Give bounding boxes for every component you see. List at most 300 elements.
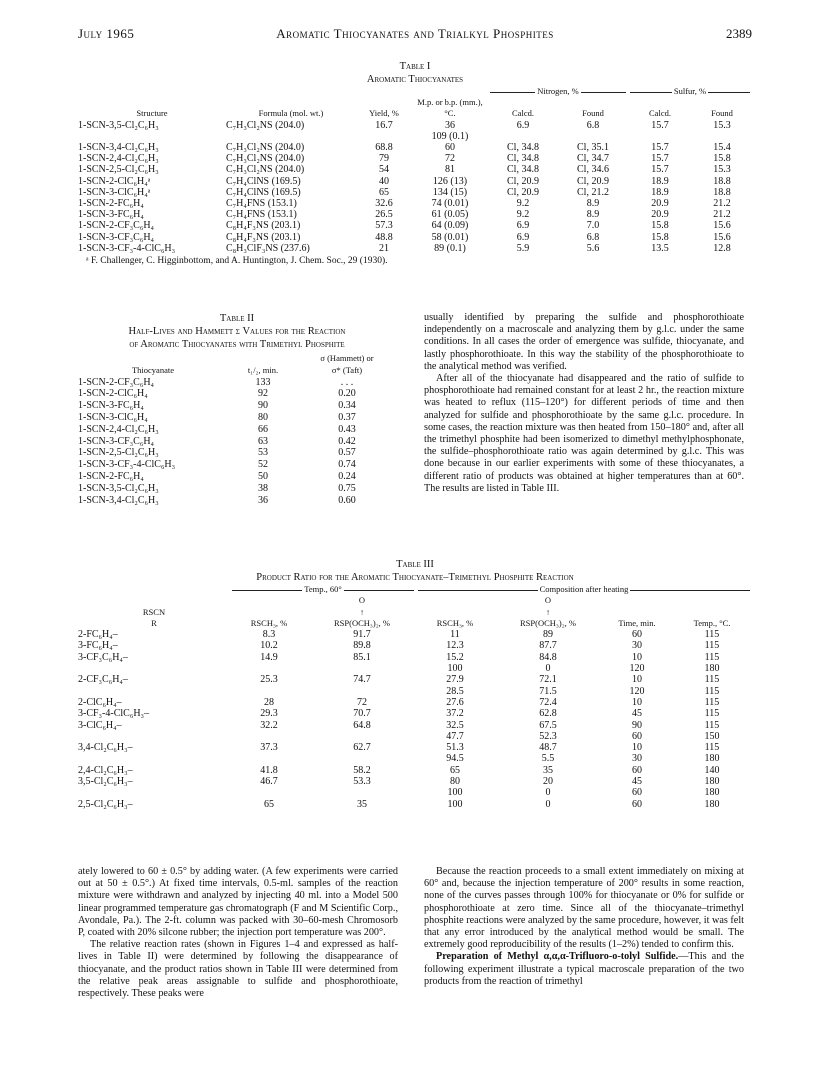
table-cell: Cl, 20.9: [507, 186, 539, 198]
table-1-header-n-calcd: Calcd.: [512, 108, 534, 119]
table-cell: 21.2: [713, 209, 731, 221]
table-row: [78, 412, 396, 424]
table-cell: 0.34: [338, 400, 356, 412]
table-cell: 115: [704, 719, 720, 731]
table-cell: 10: [632, 696, 642, 708]
table-cell: 15.8: [651, 220, 669, 232]
table-row: [78, 198, 752, 209]
table-cell: 120: [629, 685, 645, 697]
table-cell: 61 (0.05): [431, 209, 469, 221]
table-cell: 10: [632, 651, 642, 663]
table-row: [78, 640, 752, 651]
table-cell: 1-SCN-3-FC₆H₄: [78, 400, 144, 412]
text-column-right-bottom: [424, 866, 744, 988]
running-head: [78, 26, 752, 46]
experimental-heading: Preparation of Methyl α,α,α-Trifluoro-o-tolyl Sulfide.: [436, 951, 679, 963]
table-cell: 6.8: [586, 119, 600, 131]
table-cell: 180: [704, 663, 720, 675]
table-row: [78, 753, 752, 764]
table-3-header-rsch3-after: RSCH₃, %: [436, 617, 474, 628]
table-cell: [78, 131, 226, 142]
table-1-header-formula: Formula (mol. wt.): [258, 108, 324, 119]
table-cell: 21: [379, 242, 389, 254]
table-cell: 62.8: [539, 708, 557, 720]
table-cell: 15.6: [713, 220, 731, 232]
table-cell: 15.7: [651, 164, 669, 176]
table-cell: 1-SCN-3-CF₃-4-ClC₆H₃: [78, 459, 176, 471]
table-cell: [692, 131, 752, 142]
table-3: [78, 558, 752, 810]
table-cell: 1-SCN-2-ClC₆H₄: [78, 388, 148, 400]
paragraph-text: —This and the following experiment illustrate a typical macroscale preparation of the two products from the reaction of trimethyl: [424, 951, 744, 987]
table-cell: 68.8: [375, 142, 393, 154]
table-cell: 89 (0.1): [434, 242, 466, 254]
table-cell: 15.7: [651, 119, 669, 131]
table-row: [78, 388, 396, 400]
table-cell: 60: [445, 142, 455, 154]
table-cell: [558, 131, 628, 142]
table-cell: 15.4: [713, 142, 731, 154]
table-cell: . . .: [340, 376, 354, 388]
paragraph: ately lowered to 60 ± 0.5° by adding water. (A few experiments were carried out at 50 ± 0.5°.) At fixed time intervals, 0.5-ml. samples of the reaction mixture were withdrawn and analyzed by injecting 40 ml. into a Model 500 linear programmed temperature gas chromatograph (F and M Scientific Corp., Avondale, Pa.). The 2-ft. column was packed with 30–60-mesh Chromosorb P, coated with 20% silcone rubber; the injection port temperature was 200°.: [78, 866, 398, 939]
table-row: [78, 142, 752, 153]
table-cell: 57.3: [375, 220, 393, 232]
table-cell: 115: [704, 651, 720, 663]
table-cell: 12.3: [446, 640, 464, 652]
table-cell: 53.3: [353, 776, 371, 788]
table-cell: 27.6: [446, 696, 464, 708]
table-cell: 1-SCN-2,4-Cl₂C₆H₃: [78, 153, 159, 165]
table-cell: 1-SCN-2,4-Cl₂C₆H₃: [78, 423, 159, 435]
table-row: [78, 220, 752, 231]
table-cell: Cl, 34.7: [577, 153, 609, 165]
table-3-arrow-mark: ↑: [359, 606, 365, 617]
table-1-title: Aromatic Thiocyanates: [366, 74, 464, 85]
table-cell: 20.9: [651, 198, 669, 210]
table-cell: 1-SCN-2-FC₆H₄: [78, 198, 144, 210]
table-cell: 100: [447, 787, 463, 799]
table-cell: C₈H₃ClF₃NS (237.6): [226, 242, 310, 254]
table-cell: Cl, 21.2: [577, 186, 609, 198]
table-cell: 115: [704, 629, 720, 641]
table-cell: 1-SCN-3,5-Cl₂C₆H₃: [78, 119, 159, 131]
page-number: 2389: [726, 26, 752, 41]
table-cell: 3-CF₃C₆H₄–: [78, 651, 128, 663]
table-cell: 48.7: [539, 742, 557, 754]
table-cell: 2-ClC₆H₄–: [78, 696, 122, 708]
table-cell: 5.6: [586, 242, 600, 254]
table-cell: [230, 663, 308, 674]
table-cell: 0.60: [338, 494, 356, 506]
table-cell: 0: [545, 798, 551, 810]
table-cell: 89: [543, 629, 553, 641]
table-cell: 115: [704, 742, 720, 754]
table-cell: 26.5: [375, 209, 393, 221]
table-cell: 45: [632, 708, 642, 720]
table-cell: 3-FC₆H₄–: [78, 640, 118, 652]
paragraph: After all of the thiocyanate had disappeared and the ratio of sulfide to phosphorothioate had remained constant for at least 2 hr., the reaction mixture was heated to reflux (115–120°) for different periods of time and then analyzed for sulfide and phosphorothioate by the same g.l.c. procedure. In some cases, the reaction mixture was then heated from 150–180° and, after all the trimethyl phosphite had been isomerized to dimethyl methylphosphonate, the sulfide–phosphorothioate ratio was again determined by g.l.c. This was done because in our earlier experiments with some of these thiocyanates, a different ratio of products was obtained at higher temperatures than at 60°. The results are listed in Table III.: [424, 373, 744, 494]
table-cell: 0.75: [338, 482, 356, 494]
table-cell: 8.3: [262, 629, 276, 641]
table-cell: 60: [632, 764, 642, 776]
table-row: [78, 176, 752, 187]
table-cell: 133: [255, 376, 271, 388]
table-cell: 72: [445, 153, 455, 165]
table-3-arrow-mark: ↑: [545, 606, 551, 617]
table-cell: 58 (0.01): [431, 231, 469, 243]
table-cell: C₇H₃Cl₂NS (204.0): [226, 164, 305, 176]
table-cell: 2,5-Cl₂C₆H₃–: [78, 798, 133, 810]
table-cell: 63: [258, 435, 268, 447]
table-cell: C₈H₄F₃NS (203.1): [226, 220, 301, 232]
table-cell: 79: [379, 153, 389, 165]
table-cell: 66: [258, 423, 268, 435]
table-1-header-s-found: Found: [711, 108, 733, 119]
table-cell: 60: [632, 629, 642, 641]
table-cell: [356, 131, 412, 142]
table-cell: 60: [632, 798, 642, 810]
table-cell: 115: [704, 685, 720, 697]
table-cell: 29.3: [260, 708, 278, 720]
table-cell: 140: [704, 764, 720, 776]
table-cell: 15.7: [651, 153, 669, 165]
table-cell: [230, 686, 308, 697]
table-1-header-n-found: Found: [582, 108, 604, 119]
table-row: [78, 377, 396, 389]
running-head-date: July 1965: [78, 26, 135, 41]
table-cell: 1-SCN-3-CF₃C₆H₄: [78, 435, 155, 447]
table-cell: 60: [632, 787, 642, 799]
table-cell: 1-SCN-3-CF₃C₆H₄: [78, 231, 155, 243]
table-cell: [488, 131, 558, 142]
table-cell: 65: [264, 798, 274, 810]
table-1-body: [78, 120, 752, 254]
paragraph: The relative reaction rates (shown in Figures 1–4 and expressed as half-lives in Table II) were determined by following the disappearance of thiocyanate, and the product ratios shown in Table III were determined from the relative peak areas assignable to sulfide and phosphorothioate, respectively. These peaks were: [78, 939, 398, 1000]
table-cell: 62.7: [353, 742, 371, 754]
table-cell: 0.20: [338, 388, 356, 400]
table-row: [78, 708, 752, 719]
table-3-header-rscn: RSCN: [142, 606, 166, 617]
table-cell: 10: [632, 674, 642, 686]
table-cell: 18.8: [713, 175, 731, 187]
table-row: [78, 674, 752, 685]
table-1-header-s-calcd: Calcd.: [649, 108, 671, 119]
table-cell: 11: [450, 629, 460, 641]
table-row: [78, 436, 396, 448]
table-cell: 120: [629, 663, 645, 675]
table-cell: 2,4-Cl₂C₆H₃–: [78, 764, 133, 776]
table-cell: 180: [704, 787, 720, 799]
table-cell: [78, 753, 230, 764]
table-cell: 35: [357, 798, 367, 810]
table-3-header-temp: Temp., °C.: [693, 617, 731, 628]
table-cell: 80: [258, 411, 268, 423]
table-cell: 32.5: [446, 719, 464, 731]
table-cell: 0.57: [338, 447, 356, 459]
table-cell: 1-SCN-3-FC₆H₄: [78, 209, 144, 221]
table-cell: 15.3: [713, 164, 731, 176]
table-row: [78, 209, 752, 220]
table-cell: 100: [447, 798, 463, 810]
table-cell: 32.2: [260, 719, 278, 731]
table-cell: 7.0: [586, 220, 600, 232]
table-2-body: [78, 377, 396, 507]
table-1-number: Table I: [399, 61, 431, 72]
table-cell: 65: [450, 764, 460, 776]
table-cell: 109 (0.1): [431, 130, 469, 142]
table-cell: 15.3: [713, 119, 731, 131]
table-cell: 65: [379, 186, 389, 198]
table-cell: [78, 787, 230, 798]
table-cell: 89.8: [353, 640, 371, 652]
table-cell: 1-SCN-3,4-Cl₂C₆H₃: [78, 142, 159, 154]
table-cell: 28: [264, 696, 274, 708]
table-cell: 10: [632, 742, 642, 754]
table-cell: Cl, 20.9: [577, 175, 609, 187]
table-cell: 13.5: [651, 242, 669, 254]
table-cell: 6.9: [516, 231, 530, 243]
table-cell: 3-ClC₆H₄–: [78, 719, 122, 731]
table-cell: 1-SCN-2-ClC₆H₄ᵃ: [78, 175, 151, 187]
running-head-title: Aromatic Thiocyanates and Trialkyl Phosphites: [276, 26, 554, 41]
table-row: [78, 663, 752, 674]
table-3-header-rsp: RSP(OCH₃)₂, %: [334, 617, 390, 628]
table-1-nitrogen-group: Nitrogen, %: [488, 86, 628, 97]
table-cell: 8.9: [586, 209, 600, 221]
table-cell: 15.8: [651, 231, 669, 243]
table-cell: 90: [632, 719, 642, 731]
table-cell: [78, 686, 230, 697]
table-cell: 48.8: [375, 231, 393, 243]
table-cell: 9.2: [516, 198, 530, 210]
table-3-composition-group: Composition after heating: [416, 584, 752, 595]
table-cell: 58.2: [353, 764, 371, 776]
table-3-temp-group: Temp., 60°: [230, 584, 416, 595]
table-2: [78, 312, 396, 506]
table-3-body: [78, 629, 752, 810]
table-cell: 0.74: [338, 459, 356, 471]
table-cell: 2-CF₃C₆H₄–: [78, 674, 128, 686]
table-row: [78, 731, 752, 742]
table-row: [78, 471, 396, 483]
table-cell: 180: [704, 753, 720, 765]
table-cell: 46.7: [260, 776, 278, 788]
table-row: [78, 720, 752, 731]
table-cell: 94.5: [446, 753, 464, 765]
table-cell: 1-SCN-2-CF₃C₆H₄: [78, 220, 155, 232]
table-row: [78, 799, 752, 810]
table-cell: 84.8: [539, 651, 557, 663]
table-2-number: Table II: [219, 313, 255, 324]
table-cell: 85.1: [353, 651, 371, 663]
table-cell: Cl, 34.8: [507, 142, 539, 154]
table-cell: 180: [704, 776, 720, 788]
table-row: [78, 765, 752, 776]
table-cell: 70.7: [353, 708, 371, 720]
table-2-grid: [78, 353, 396, 506]
table-cell: 20: [543, 776, 553, 788]
paragraph: Because the reaction proceeds to a small extent immediately on mixing at 60° and, because the injection temperature of 200° results in some reaction, none of the curves passes through 100% for thiocyanate or 0% for sulfide or phosphorothioate at zero time. Since all of the thiocyanate–trimethyl phosphite reactions were analyzed by the same procedure, however, it was felt that any error introduced by the analytical method would be small. The extremely good reproducibility of the results (1–2%) tended to confirm this.: [424, 866, 744, 951]
paragraph: usually identified by preparing the sulfide and phosphorothioate independently on a macroscale and analyzing them by g.l.c. under the same conditions. In all cases the order of emergence was sulfide, thiocyanate, and lastly phosphorothioate. In this way the stability of the phosphorothioate to the analytical method was verified.: [424, 312, 744, 372]
table-3-header-rsp-after: RSP(OCH₃)₂, %: [520, 617, 576, 628]
table-row: [78, 629, 752, 640]
table-1-footnote: ᵃ F. Challenger, C. Higginbottom, and A. Huntington, J. Chem. Soc., 29 (1930).: [86, 256, 388, 267]
table-cell: C₇H₃Cl₂NS (204.0): [226, 119, 305, 131]
table-cell: 18.9: [651, 186, 669, 198]
table-cell: [308, 663, 416, 674]
table-cell: 5.9: [516, 242, 530, 254]
table-cell: 115: [704, 674, 720, 686]
table-cell: 15.8: [713, 153, 731, 165]
table-2-header-thiocyanate: Thiocyanate: [131, 364, 174, 375]
table-cell: 30: [632, 640, 642, 652]
table-cell: 32.6: [375, 198, 393, 210]
table-cell: C₇H₄FNS (153.1): [226, 209, 297, 221]
table-cell: 28.5: [446, 685, 464, 697]
table-cell: 18.9: [651, 175, 669, 187]
table-cell: 67.5: [539, 719, 557, 731]
table-cell: 20.9: [651, 209, 669, 221]
table-1-header-yield: Yield, %: [369, 108, 399, 119]
table-cell: C₇H₄ClNS (169.5): [226, 175, 301, 187]
table-cell: 30: [632, 753, 642, 765]
table-3-number: Table III: [396, 559, 434, 570]
table-row: [78, 153, 752, 164]
table-row: [78, 164, 752, 175]
table-row: [78, 243, 752, 254]
table-cell: C₇H₄FNS (153.1): [226, 198, 297, 210]
table-cell: 54: [379, 164, 389, 176]
table-row: [78, 447, 396, 459]
table-cell: 36: [445, 119, 455, 131]
table-cell: [308, 753, 416, 764]
table-cell: [308, 686, 416, 697]
table-cell: 47.7: [446, 730, 464, 742]
table-3-header-rsch3: RSCH₃, %: [250, 617, 288, 628]
table-cell: 3,4-Cl₂C₆H₃–: [78, 742, 133, 754]
table-3-title: Product Ratio for the Aromatic Thiocyanate–Trimethyl Phosphite Reaction: [256, 572, 574, 583]
table-cell: 36: [258, 494, 268, 506]
table-2-header-sigma-line1: σ (Hammett) or: [320, 353, 374, 363]
table-row: [78, 776, 752, 787]
table-cell: 0.24: [338, 470, 356, 482]
table-cell: [78, 731, 230, 742]
table-row: [78, 483, 396, 495]
table-cell: 38: [258, 482, 268, 494]
table-cell: 9.2: [516, 209, 530, 221]
paragraph: [424, 951, 744, 988]
table-cell: 14.9: [260, 651, 278, 663]
table-cell: Cl, 34.6: [577, 164, 609, 176]
table-cell: C₇H₃Cl₂NS (204.0): [226, 153, 305, 165]
table-cell: 52.3: [539, 730, 557, 742]
table-cell: 60: [632, 730, 642, 742]
table-cell: 53: [258, 447, 268, 459]
table-2-header-sigma-line2: σ* (Taft): [331, 364, 363, 375]
table-cell: 72.1: [539, 674, 557, 686]
table-2-header-half-life: t₁/₂, min.: [247, 364, 279, 375]
table-3-grid: [78, 584, 752, 810]
table-cell: 16.7: [375, 119, 393, 131]
table-cell: 15.6: [713, 231, 731, 243]
table-1: [78, 60, 752, 266]
table-1-header-mp: M.p. or b.p. (mm.), °C.: [417, 97, 483, 119]
table-cell: [226, 131, 356, 142]
table-cell: C₇H₃Cl₂NS (204.0): [226, 142, 305, 154]
table-cell: 74 (0.01): [431, 198, 469, 210]
table-row: [78, 652, 752, 663]
table-row: [78, 742, 752, 753]
table-cell: Cl, 35.1: [577, 142, 609, 154]
table-cell: 15.2: [446, 651, 464, 663]
table-cell: Cl, 20.9: [507, 175, 539, 187]
table-cell: 50: [258, 470, 268, 482]
table-cell: 45: [632, 776, 642, 788]
table-cell: 0.43: [338, 423, 356, 435]
table-cell: 37.3: [260, 742, 278, 754]
table-cell: 8.9: [586, 198, 600, 210]
table-row: [78, 459, 396, 471]
table-cell: 134 (15): [432, 186, 468, 198]
table-cell: 18.8: [713, 186, 731, 198]
table-3-o-mark: O: [544, 595, 552, 606]
table-row: [78, 686, 752, 697]
table-cell: 72: [357, 696, 367, 708]
table-cell: 74.7: [353, 674, 371, 686]
table-cell: 6.9: [516, 119, 530, 131]
table-row: [78, 787, 752, 798]
table-cell: 1-SCN-3-ClC₆H₄: [78, 411, 148, 423]
table-cell: 1-SCN-2-CF₃C₆H₄: [78, 376, 155, 388]
table-cell: 21.2: [713, 198, 731, 210]
table-cell: 37.2: [446, 708, 464, 720]
table-cell: 71.5: [539, 685, 557, 697]
text-column-left-bottom: [78, 866, 398, 1000]
table-3-header-time: Time, min.: [618, 617, 656, 628]
table-cell: [230, 753, 308, 764]
table-cell: 92: [258, 388, 268, 400]
table-cell: 1-SCN-3-CF₃-4-ClC₆H₃: [78, 242, 176, 254]
table-cell: 1-SCN-2,5-Cl₂C₆H₃: [78, 164, 159, 176]
table-cell: [78, 663, 230, 674]
table-cell: 81: [445, 164, 455, 176]
table-1-sulfur-group: Sulfur, %: [628, 86, 752, 97]
table-cell: 72.4: [539, 696, 557, 708]
table-cell: 52: [258, 459, 268, 471]
table-cell: [308, 787, 416, 798]
table-cell: 35: [543, 764, 553, 776]
table-cell: 1-SCN-2-FC₆H₄: [78, 470, 144, 482]
table-cell: 91.7: [353, 629, 371, 641]
table-cell: 180: [704, 798, 720, 810]
table-cell: 0: [545, 663, 551, 675]
table-cell: 27.9: [446, 674, 464, 686]
table-cell: 51.3: [446, 742, 464, 754]
table-cell: 3,5-Cl₂C₆H₃–: [78, 776, 133, 788]
table-row: [78, 232, 752, 243]
table-2-title-line2: of Aromatic Thiocyanates with Trimethyl Phosphite: [129, 339, 345, 350]
table-cell: 64.8: [353, 719, 371, 731]
table-cell: 115: [704, 696, 720, 708]
table-cell: 12.8: [713, 242, 731, 254]
table-cell: Cl, 34.8: [507, 153, 539, 165]
table-1-grid: [78, 86, 752, 254]
table-cell: [308, 731, 416, 742]
table-cell: 1-SCN-2,5-Cl₂C₆H₃: [78, 447, 159, 459]
table-row: [78, 424, 396, 436]
table-cell: 80: [450, 776, 460, 788]
table-cell: 0.37: [338, 411, 356, 423]
